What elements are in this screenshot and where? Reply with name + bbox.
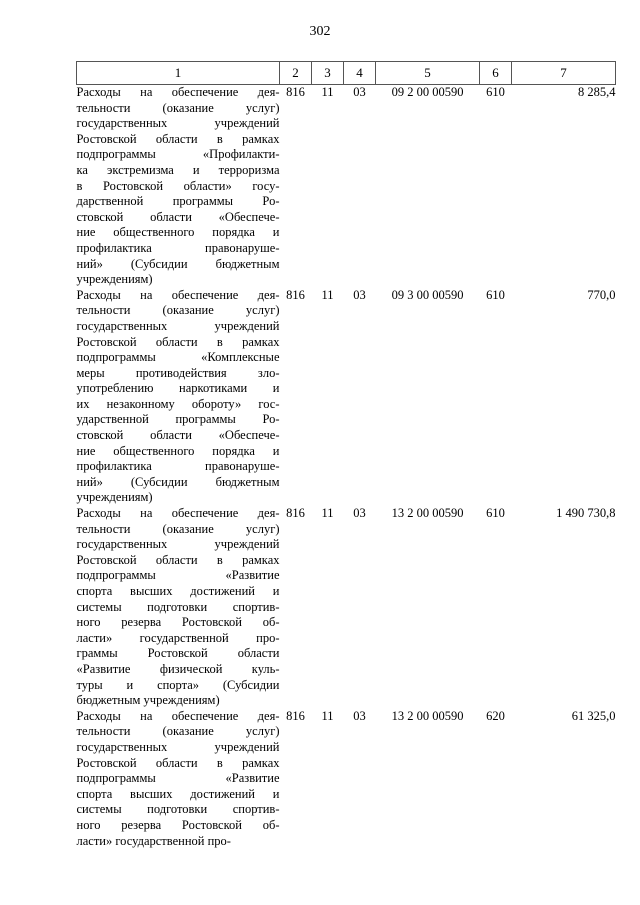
description-line: граммы Ростовской области	[76, 646, 280, 661]
description-line: тельности (оказание услуг)	[76, 521, 280, 536]
expense-type-code: 610	[486, 287, 505, 302]
description-line: ударственной программы Ро-	[76, 412, 280, 427]
description-line: ний» (Субсидии бюджетным	[76, 256, 280, 271]
amount-value: 61 325,0	[571, 708, 616, 723]
target-article-code: 09 2 00 00590	[391, 85, 464, 99]
section-code: 11	[321, 708, 334, 723]
description-line: дарственной программы Ро-	[76, 194, 280, 209]
description-line: ка экстремизма и терроризма	[76, 162, 280, 177]
description-line: спорта высших достижений и	[76, 584, 280, 598]
description-line: ного резерва Ростовской об-	[76, 615, 280, 630]
expense-type-code: 620	[486, 708, 505, 723]
amount-value: 1 490 730,8	[556, 506, 616, 521]
column-header-7: 7	[512, 62, 616, 85]
header-row	[77, 62, 616, 85]
table-row	[77, 288, 616, 506]
description-line: ние общественного порядка и	[76, 443, 280, 458]
page-number: 302	[309, 24, 331, 39]
column-header-2: 2	[280, 62, 312, 85]
description-line: Ростовской области в рамках	[76, 552, 280, 567]
expense-description	[77, 506, 280, 709]
description-line: государственных учреждений	[76, 739, 280, 754]
ministry-code: 816	[286, 506, 305, 521]
section-code: 11	[321, 85, 334, 99]
description-line: ласти» государственной про-	[76, 630, 280, 645]
section-code: 11	[321, 506, 334, 521]
ministry-code: 816	[286, 708, 305, 723]
description-line: Расходы на обеспечение дея-	[76, 506, 280, 521]
subsection-code: 03	[353, 506, 366, 521]
target-article-code: 13 2 00 00590	[391, 708, 464, 723]
expense-type-code: 610	[486, 85, 505, 99]
subsection-code: 03	[353, 287, 366, 302]
target-article-code: 09 3 00 00590	[391, 287, 464, 302]
expense-description	[77, 709, 280, 849]
description-line: бюджетным учреждениям)	[76, 693, 220, 708]
description-line: подпрограммы «Профилакти-	[76, 147, 280, 162]
description-line: ний» (Субсидии бюджетным	[76, 474, 280, 489]
description-line: государственных учреждений	[76, 537, 280, 552]
description-line: ние общественного порядка и	[76, 225, 280, 240]
column-header-5: 5	[376, 62, 480, 85]
description-line: подпрограммы «Комплексные	[76, 350, 280, 365]
description-line: Ростовской области в рамках	[76, 755, 280, 770]
description-line: тельности (оказание услуг)	[76, 724, 280, 739]
description-line: учреждениям)	[76, 490, 153, 505]
expense-type-code: 610	[486, 506, 505, 521]
description-line: тельности (оказание услуг)	[76, 100, 280, 115]
description-line: системы подготовки спортив-	[76, 802, 280, 817]
target-article-code: 13 2 00 00590	[391, 506, 464, 521]
description-line: подпрограммы «Развитие	[76, 568, 280, 583]
description-line: Ростовской области в рамках	[76, 334, 280, 349]
expense-description	[77, 85, 280, 288]
amount-value: 770,0	[587, 287, 616, 302]
expense-description	[77, 288, 280, 506]
table-row	[77, 709, 616, 849]
section-code: 11	[321, 287, 334, 302]
description-line: Расходы на обеспечение дея-	[76, 708, 280, 723]
description-line: спорта высших достижений и	[76, 786, 280, 801]
description-line: подпрограммы «Развитие	[76, 771, 280, 786]
amount-value: 8 285,4	[578, 85, 616, 99]
description-line: учреждениям)	[76, 272, 153, 287]
description-line: «Развитие физической куль-	[76, 661, 280, 676]
subsection-code: 03	[353, 708, 366, 723]
column-header-6: 6	[480, 62, 512, 85]
description-line: употреблению наркотиками и	[76, 381, 280, 396]
description-line: профилактика правонаруше-	[76, 240, 280, 255]
description-line: Ростовской области в рамках	[76, 131, 280, 146]
description-line: стовской области «Обеспече-	[76, 428, 280, 443]
ministry-code: 816	[286, 287, 305, 302]
description-line: Расходы на обеспечение дея-	[76, 85, 280, 99]
column-header-1: 1	[77, 62, 280, 85]
column-header-3: 3	[312, 62, 344, 85]
subsection-code: 03	[353, 85, 366, 99]
description-line: государственных учреждений	[76, 116, 280, 131]
description-line: стовской области «Обеспече-	[76, 209, 280, 224]
description-line: туры и спорта» (Субсидии	[76, 677, 280, 692]
description-line: ласти» государственной про-	[76, 833, 231, 848]
description-line: Расходы на обеспечение дея-	[76, 287, 280, 302]
column-header-4: 4	[344, 62, 376, 85]
description-line: их незаконному обороту» гос-	[76, 396, 280, 411]
description-line: в Ростовской области» госу-	[76, 178, 280, 193]
table-row	[77, 85, 616, 288]
description-line: системы подготовки спортив-	[76, 599, 280, 614]
ministry-code: 816	[286, 85, 305, 99]
description-line: государственных учреждений	[76, 318, 280, 333]
description-line: ного резерва Ростовской об-	[76, 817, 280, 832]
description-line: меры противодействия зло-	[76, 365, 280, 380]
budget-table	[76, 61, 616, 849]
description-line: тельности (оказание услуг)	[76, 303, 280, 318]
table-row	[77, 506, 616, 709]
description-line: профилактика правонаруше-	[76, 459, 280, 474]
